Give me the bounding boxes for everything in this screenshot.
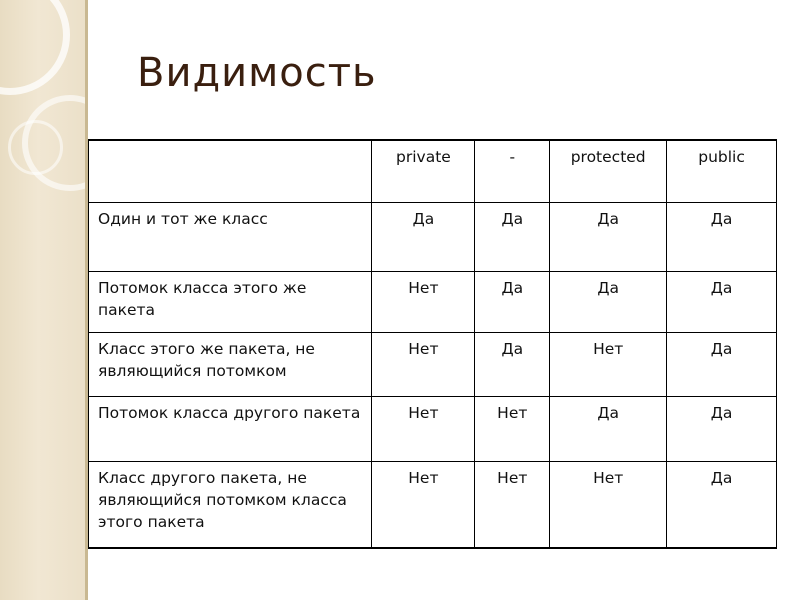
table-cell: Нет [475, 397, 550, 462]
table-cell: Да [475, 272, 550, 333]
table-cell: Да [667, 203, 777, 272]
table-cell: Да [667, 272, 777, 333]
table-row [89, 397, 777, 462]
table-cell: Нет [372, 272, 475, 333]
visibility-table [88, 139, 777, 549]
header-cell-default: - [475, 140, 550, 203]
table-cell: Нет [372, 397, 475, 462]
table-row [89, 462, 777, 549]
table-cell: Да [667, 333, 777, 397]
header-cell-empty [89, 140, 372, 203]
table-header-row [89, 140, 777, 203]
table-cell: Нет [372, 462, 475, 549]
decorative-ring [0, 0, 70, 95]
row-label: Потомок класса другого пакета [89, 397, 372, 462]
table-cell: Да [550, 272, 667, 333]
table-cell: Нет [475, 462, 550, 549]
row-label: Класс этого же пакета, не являющийся потомком [89, 333, 372, 397]
header-cell-public: public [667, 140, 777, 203]
table-row [89, 203, 777, 272]
table-cell: Да [667, 397, 777, 462]
table-cell: Да [667, 462, 777, 549]
table-cell: Нет [550, 333, 667, 397]
table-cell: Да [372, 203, 475, 272]
row-label: Потомок класса этого же пакета [89, 272, 372, 333]
decorative-side-band [0, 0, 85, 600]
table-cell: Нет [372, 333, 475, 397]
table-cell: Да [475, 333, 550, 397]
row-label: Класс другого пакета, не являющийся потомком класса этого пакета [89, 462, 372, 549]
table-cell: Да [550, 203, 667, 272]
table-cell: Да [475, 203, 550, 272]
decorative-ring [8, 120, 63, 175]
row-label: Один и тот же класс [89, 203, 372, 272]
table-row [89, 272, 777, 333]
header-cell-private: private [372, 140, 475, 203]
table-cell: Да [550, 397, 667, 462]
table-cell: Нет [550, 462, 667, 549]
slide-title: Видимость [137, 50, 377, 96]
table-row [89, 333, 777, 397]
header-cell-protected: protected [550, 140, 667, 203]
